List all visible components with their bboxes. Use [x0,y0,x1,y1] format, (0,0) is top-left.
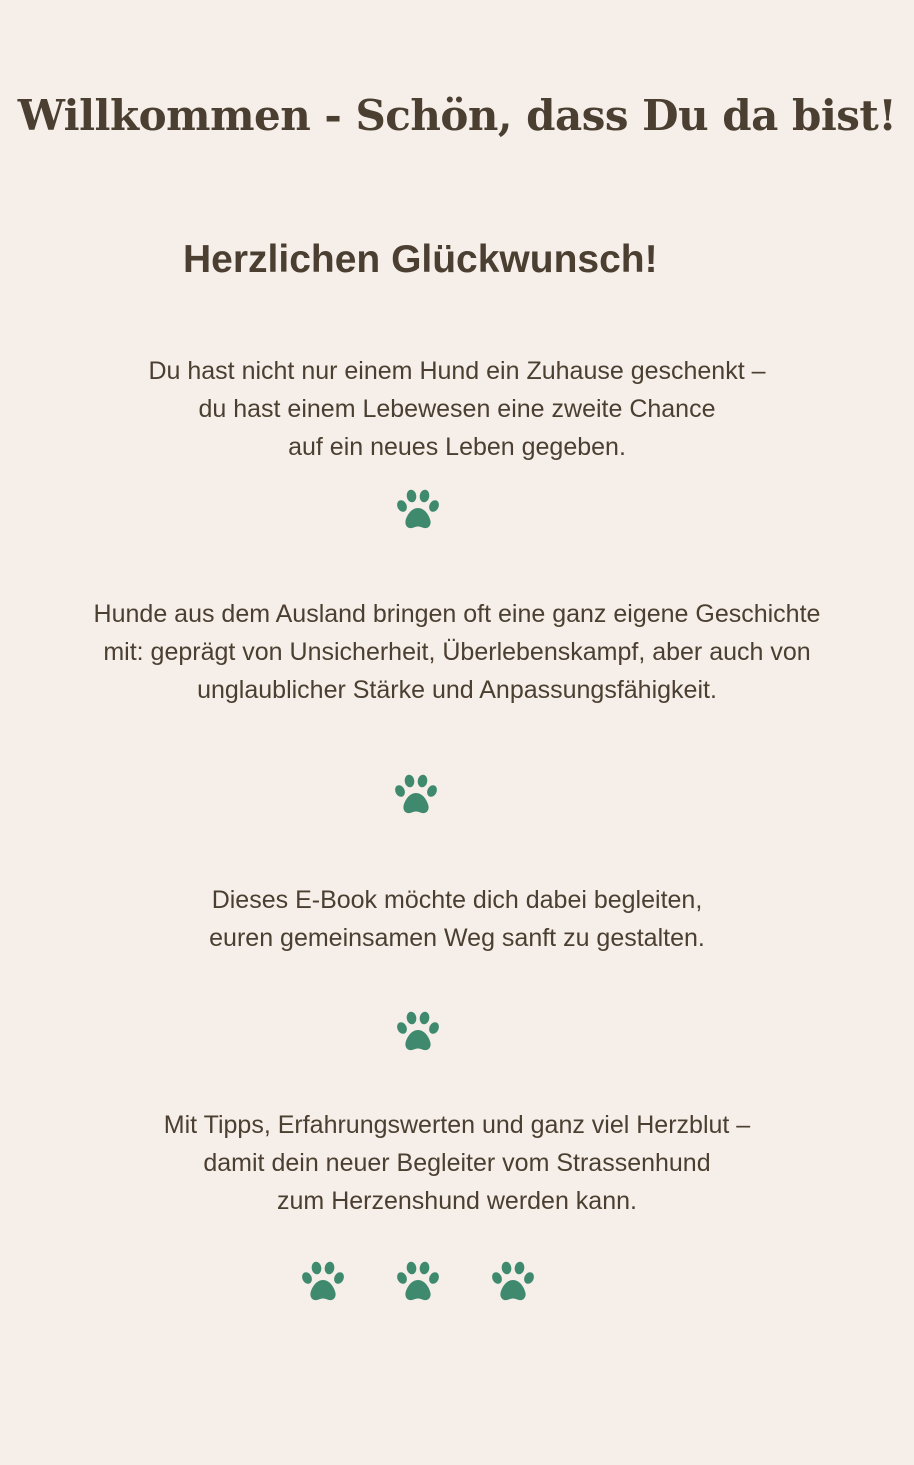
paragraph-line: Mit Tipps, Erfahrungswerten und ganz viel Herzblut – [163,1111,751,1139]
paragraph-tips [40,1106,874,1220]
paragraph-line: Dieses E-Book möchte dich dabei begleiten, [211,886,703,914]
paragraph-line: auf ein neues Leben gegeben. [288,433,626,461]
paragraph-line: du hast einem Lebewesen eine zweite Chance [198,395,716,423]
paragraph-line: mit: geprägt von Unsicherheit, Überlebenskampf, aber auch von [103,638,811,666]
paragraph-line: unglaublicher Stärke und Anpassungsfähigkeit. [197,676,717,704]
paragraph-ebook [40,881,874,957]
paragraph-line: zum Herzenshund werden kann. [277,1187,637,1215]
paw-icon [491,1260,535,1304]
paragraph-intro [40,352,874,466]
paw-icon [394,773,438,817]
paragraph-line: euren gemeinsamen Weg sanft zu gestalten. [209,924,705,952]
paragraph-line: Du hast nicht nur einem Hund ein Zuhause geschenkt – [148,357,766,385]
paragraph-line: damit dein neuer Begleiter vom Strassenhund [203,1149,711,1177]
paragraph-line: Hunde aus dem Ausland bringen oft eine ganz eigene Geschichte [93,600,821,628]
page-title: Willkommen - Schön, dass Du da bist! [17,91,897,140]
paw-icon [301,1260,345,1304]
paw-icon [396,488,440,532]
paragraph-background [40,595,874,709]
greeting-heading: Herzlichen Glückwunsch! [183,238,658,281]
paw-icon [396,1260,440,1304]
paw-icon [396,1010,440,1054]
